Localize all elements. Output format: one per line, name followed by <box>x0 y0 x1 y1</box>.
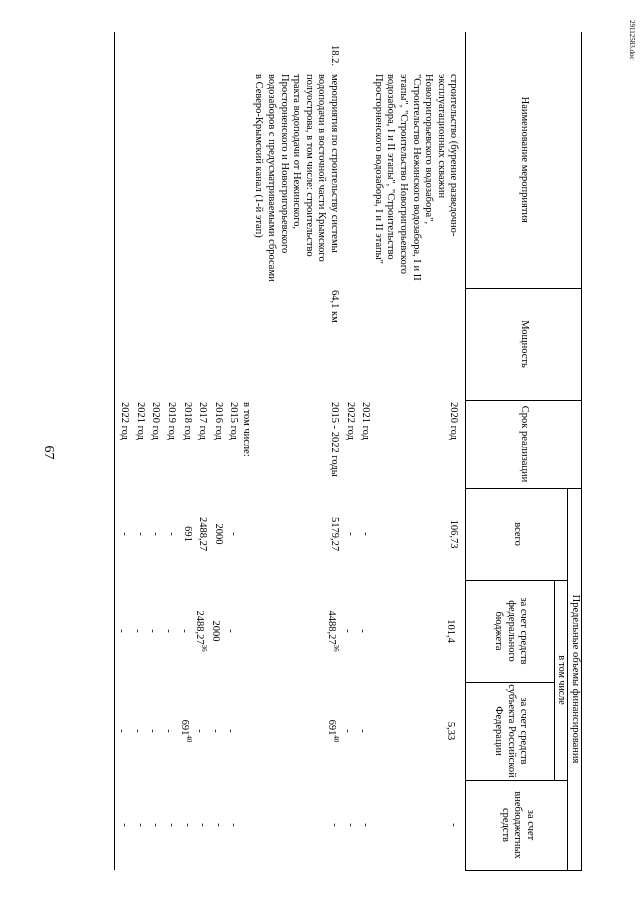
item-capacity <box>193 288 209 400</box>
header-federal: за счет средств федерального бюджета <box>466 580 555 682</box>
table-row <box>130 32 146 870</box>
value-federal <box>177 580 193 682</box>
item-name <box>161 72 177 288</box>
value-total-text: 2000 <box>212 523 224 545</box>
item-period <box>114 400 130 488</box>
value-extrabudget <box>252 780 340 870</box>
value-federal <box>161 580 177 682</box>
item-period-text: 2017 год <box>197 402 209 440</box>
item-number <box>208 32 224 72</box>
value-regional <box>340 682 356 780</box>
table-row <box>193 32 209 870</box>
value-total <box>114 488 130 580</box>
table-row <box>161 32 177 870</box>
value-regional <box>239 682 252 780</box>
table-row <box>252 32 340 870</box>
item-name <box>130 72 146 288</box>
header-period: Срок реализации <box>466 400 582 488</box>
item-period-text: 2015 - 2022 годы <box>329 402 341 477</box>
value-federal <box>252 580 340 682</box>
value-extrabudget <box>161 780 177 870</box>
doc-code: 29112583.doc <box>628 20 636 60</box>
value-total <box>252 488 340 580</box>
item-period <box>146 400 162 488</box>
item-capacity <box>371 288 466 400</box>
header-incl: в том числе <box>555 580 568 780</box>
value-total-text: 691 <box>181 526 193 542</box>
value-regional-text: 5,33 <box>445 721 457 741</box>
table-body <box>114 32 466 870</box>
value-regional-text: 691 <box>178 719 190 736</box>
item-number <box>371 32 466 72</box>
item-period-text: 2020 год <box>150 402 162 440</box>
item-period <box>177 400 193 488</box>
item-period <box>340 400 356 488</box>
value-extrabudget <box>177 780 193 870</box>
item-name <box>252 72 340 288</box>
table-row <box>114 32 130 870</box>
value-total-text: - <box>134 532 146 536</box>
item-period <box>371 400 466 488</box>
item-period <box>356 400 372 488</box>
value-extrabudget-text: - <box>329 823 341 827</box>
value-total-text: - <box>165 532 177 536</box>
value-total <box>146 488 162 580</box>
value-extrabudget <box>239 780 252 870</box>
table-row <box>177 32 193 870</box>
item-period-text: 2016 год <box>212 402 224 440</box>
item-period-text: 2022 год <box>344 402 356 440</box>
item-period <box>208 400 224 488</box>
item-capacity <box>114 288 130 400</box>
item-name <box>208 72 224 288</box>
value-federal <box>146 580 162 682</box>
item-number <box>252 32 340 72</box>
item-period <box>224 400 240 488</box>
value-federal <box>224 580 240 682</box>
value-extrabudget <box>340 780 356 870</box>
value-total <box>193 488 209 580</box>
item-name <box>224 72 240 288</box>
value-extrabudget-text: - <box>197 823 209 827</box>
value-regional <box>208 682 224 780</box>
item-period <box>161 400 177 488</box>
item-number <box>177 32 193 72</box>
value-regional <box>161 682 177 780</box>
value-extrabudget-text: - <box>344 823 356 827</box>
value-total-text: - <box>119 532 131 536</box>
value-extrabudget-text: - <box>228 823 240 827</box>
value-extrabudget <box>356 780 372 870</box>
value-extrabudget <box>146 780 162 870</box>
value-extrabudget-text: - <box>360 823 372 827</box>
value-extrabudget-text: - <box>134 823 146 827</box>
value-federal-text: 2488,27 <box>194 610 206 645</box>
value-regional <box>146 682 162 780</box>
value-extrabudget-text: - <box>448 823 460 827</box>
item-capacity <box>224 288 240 400</box>
value-federal <box>239 580 252 682</box>
item-name <box>340 72 356 288</box>
value-federal <box>208 580 224 682</box>
item-period-text: 2018 год <box>181 402 193 440</box>
item-capacity <box>239 288 252 400</box>
value-total <box>208 488 224 580</box>
item-period-text: 2021 год <box>134 402 146 440</box>
value-total-text: 5179,27 <box>329 516 341 552</box>
value-extrabudget-text: - <box>150 823 162 827</box>
table-row <box>224 32 240 870</box>
item-capacity <box>356 288 372 400</box>
value-federal-text: - <box>341 629 353 633</box>
table-row <box>340 32 356 870</box>
item-period-text: 2020 год <box>448 402 460 440</box>
value-federal-text: 4488,27 <box>326 610 338 645</box>
item-period <box>239 400 252 488</box>
item-capacity <box>130 288 146 400</box>
header-capacity: Мощность <box>466 288 582 400</box>
value-extrabudget-text: - <box>181 823 193 827</box>
value-regional-text: - <box>225 729 237 733</box>
value-total <box>239 488 252 580</box>
item-number <box>340 32 356 72</box>
value-regional-text: - <box>194 729 206 733</box>
item-capacity <box>146 288 162 400</box>
item-period-text: 2022 год <box>119 402 131 440</box>
item-capacity <box>161 288 177 400</box>
value-total <box>161 488 177 580</box>
item-number <box>224 32 240 72</box>
table-row <box>239 32 252 870</box>
value-extrabudget <box>130 780 146 870</box>
value-regional-text: - <box>209 729 221 733</box>
item-number-text: 18.2. <box>329 45 341 66</box>
value-extrabudget <box>224 780 240 870</box>
value-regional-text: - <box>131 729 143 733</box>
value-regional-text: - <box>357 729 369 733</box>
value-total <box>177 488 193 580</box>
item-period <box>130 400 146 488</box>
item-number <box>161 32 177 72</box>
value-regional <box>224 682 240 780</box>
item-number <box>356 32 372 72</box>
footnote-marker: 36 <box>332 644 341 652</box>
item-name <box>371 72 466 288</box>
footnote-marker: 40 <box>184 735 193 743</box>
value-federal <box>371 580 466 682</box>
value-total-text: 2488,27 <box>197 516 209 552</box>
value-federal-text: - <box>162 629 174 633</box>
value-total <box>371 488 466 580</box>
value-regional <box>114 682 130 780</box>
value-regional-text: 691 <box>326 719 338 736</box>
item-name-text: мероприятия по строительству системы водоподачи в восточной части Крымского полуострова, в том числе: строительство тракта водоподачи от Нежинского, Просторненского и Новогригорьевского водозаборов с предусматриваемыми сбросами в Северо-Крымский канал (1-й этап) <box>253 74 341 282</box>
item-capacity <box>252 288 340 400</box>
item-name <box>356 72 372 288</box>
table-row <box>356 32 372 870</box>
item-name <box>146 72 162 288</box>
item-name <box>239 72 252 288</box>
item-number <box>146 32 162 72</box>
item-period <box>193 400 209 488</box>
value-federal <box>340 580 356 682</box>
item-capacity <box>177 288 193 400</box>
value-federal-text: - <box>178 629 190 633</box>
value-federal-text: 2000 <box>209 620 221 642</box>
value-total <box>340 488 356 580</box>
item-name-text: строительство (бурение разведочно-эксплуатационных скважин Новогригорьевского водозабора", "Строительство Нежинского водозабора, I и II этапы", "Строительство Новогригорьевского водозабора, I и II этапы", "Строительство Просторненского водозабора, I и II этапы" <box>372 74 460 281</box>
value-extrabudget-text: - <box>119 823 131 827</box>
item-number <box>114 32 130 72</box>
value-federal-text: - <box>131 629 143 633</box>
item-period-text: 2019 год <box>165 402 177 440</box>
item-number <box>130 32 146 72</box>
value-total-text: - <box>360 532 372 536</box>
footnote-marker: 40 <box>332 735 341 743</box>
item-period-text: 2015 год <box>228 402 240 440</box>
header-limits: Предельные объемы финансирования <box>568 488 582 870</box>
table-row <box>146 32 162 870</box>
value-federal-text: 101,4 <box>445 619 457 643</box>
value-regional-text: - <box>341 729 353 733</box>
financing-table <box>114 32 582 871</box>
item-capacity-text: 64,1 км <box>329 290 341 323</box>
value-federal-text: - <box>357 629 369 633</box>
header-name: Наименование мероприятия <box>466 32 582 288</box>
item-name <box>193 72 209 288</box>
item-period-text: 2021 год <box>360 402 372 440</box>
table-row <box>208 32 224 870</box>
item-name <box>114 72 130 288</box>
value-federal <box>114 580 130 682</box>
item-capacity <box>340 288 356 400</box>
footnote-marker: 36 <box>200 644 209 652</box>
item-number <box>239 32 252 72</box>
table-row <box>371 32 466 870</box>
value-regional <box>252 682 340 780</box>
value-federal <box>356 580 372 682</box>
value-regional <box>371 682 466 780</box>
value-total-text: - <box>228 532 240 536</box>
page-number: 67 <box>41 445 56 460</box>
value-total-text: 106,73 <box>448 519 460 549</box>
header-extrabudget: за счет внебюджетных средств <box>466 780 568 870</box>
value-regional-text: - <box>116 729 128 733</box>
value-extrabudget <box>114 780 130 870</box>
value-regional <box>356 682 372 780</box>
value-regional-text: - <box>162 729 174 733</box>
value-extrabudget <box>208 780 224 870</box>
value-federal-text: - <box>116 629 128 633</box>
value-federal <box>130 580 146 682</box>
value-extrabudget <box>193 780 209 870</box>
value-regional <box>193 682 209 780</box>
value-regional-text: - <box>147 729 159 733</box>
header-total: всего <box>466 488 568 580</box>
item-period-text: в том числе: <box>240 402 252 457</box>
item-number <box>193 32 209 72</box>
value-total <box>224 488 240 580</box>
value-extrabudget <box>371 780 466 870</box>
value-extrabudget-text: - <box>165 823 177 827</box>
value-federal-text: - <box>147 629 159 633</box>
value-extrabudget-text: - <box>212 823 224 827</box>
header-regional: за счет средств субъекта Российской Федерации <box>466 682 555 780</box>
value-federal-text: - <box>225 629 237 633</box>
value-regional <box>130 682 146 780</box>
item-period <box>252 400 340 488</box>
item-name <box>177 72 193 288</box>
value-total-text: - <box>344 532 356 536</box>
value-total-text: - <box>150 532 162 536</box>
value-regional <box>177 682 193 780</box>
value-total <box>130 488 146 580</box>
value-federal <box>193 580 209 682</box>
item-capacity <box>208 288 224 400</box>
value-total <box>356 488 372 580</box>
